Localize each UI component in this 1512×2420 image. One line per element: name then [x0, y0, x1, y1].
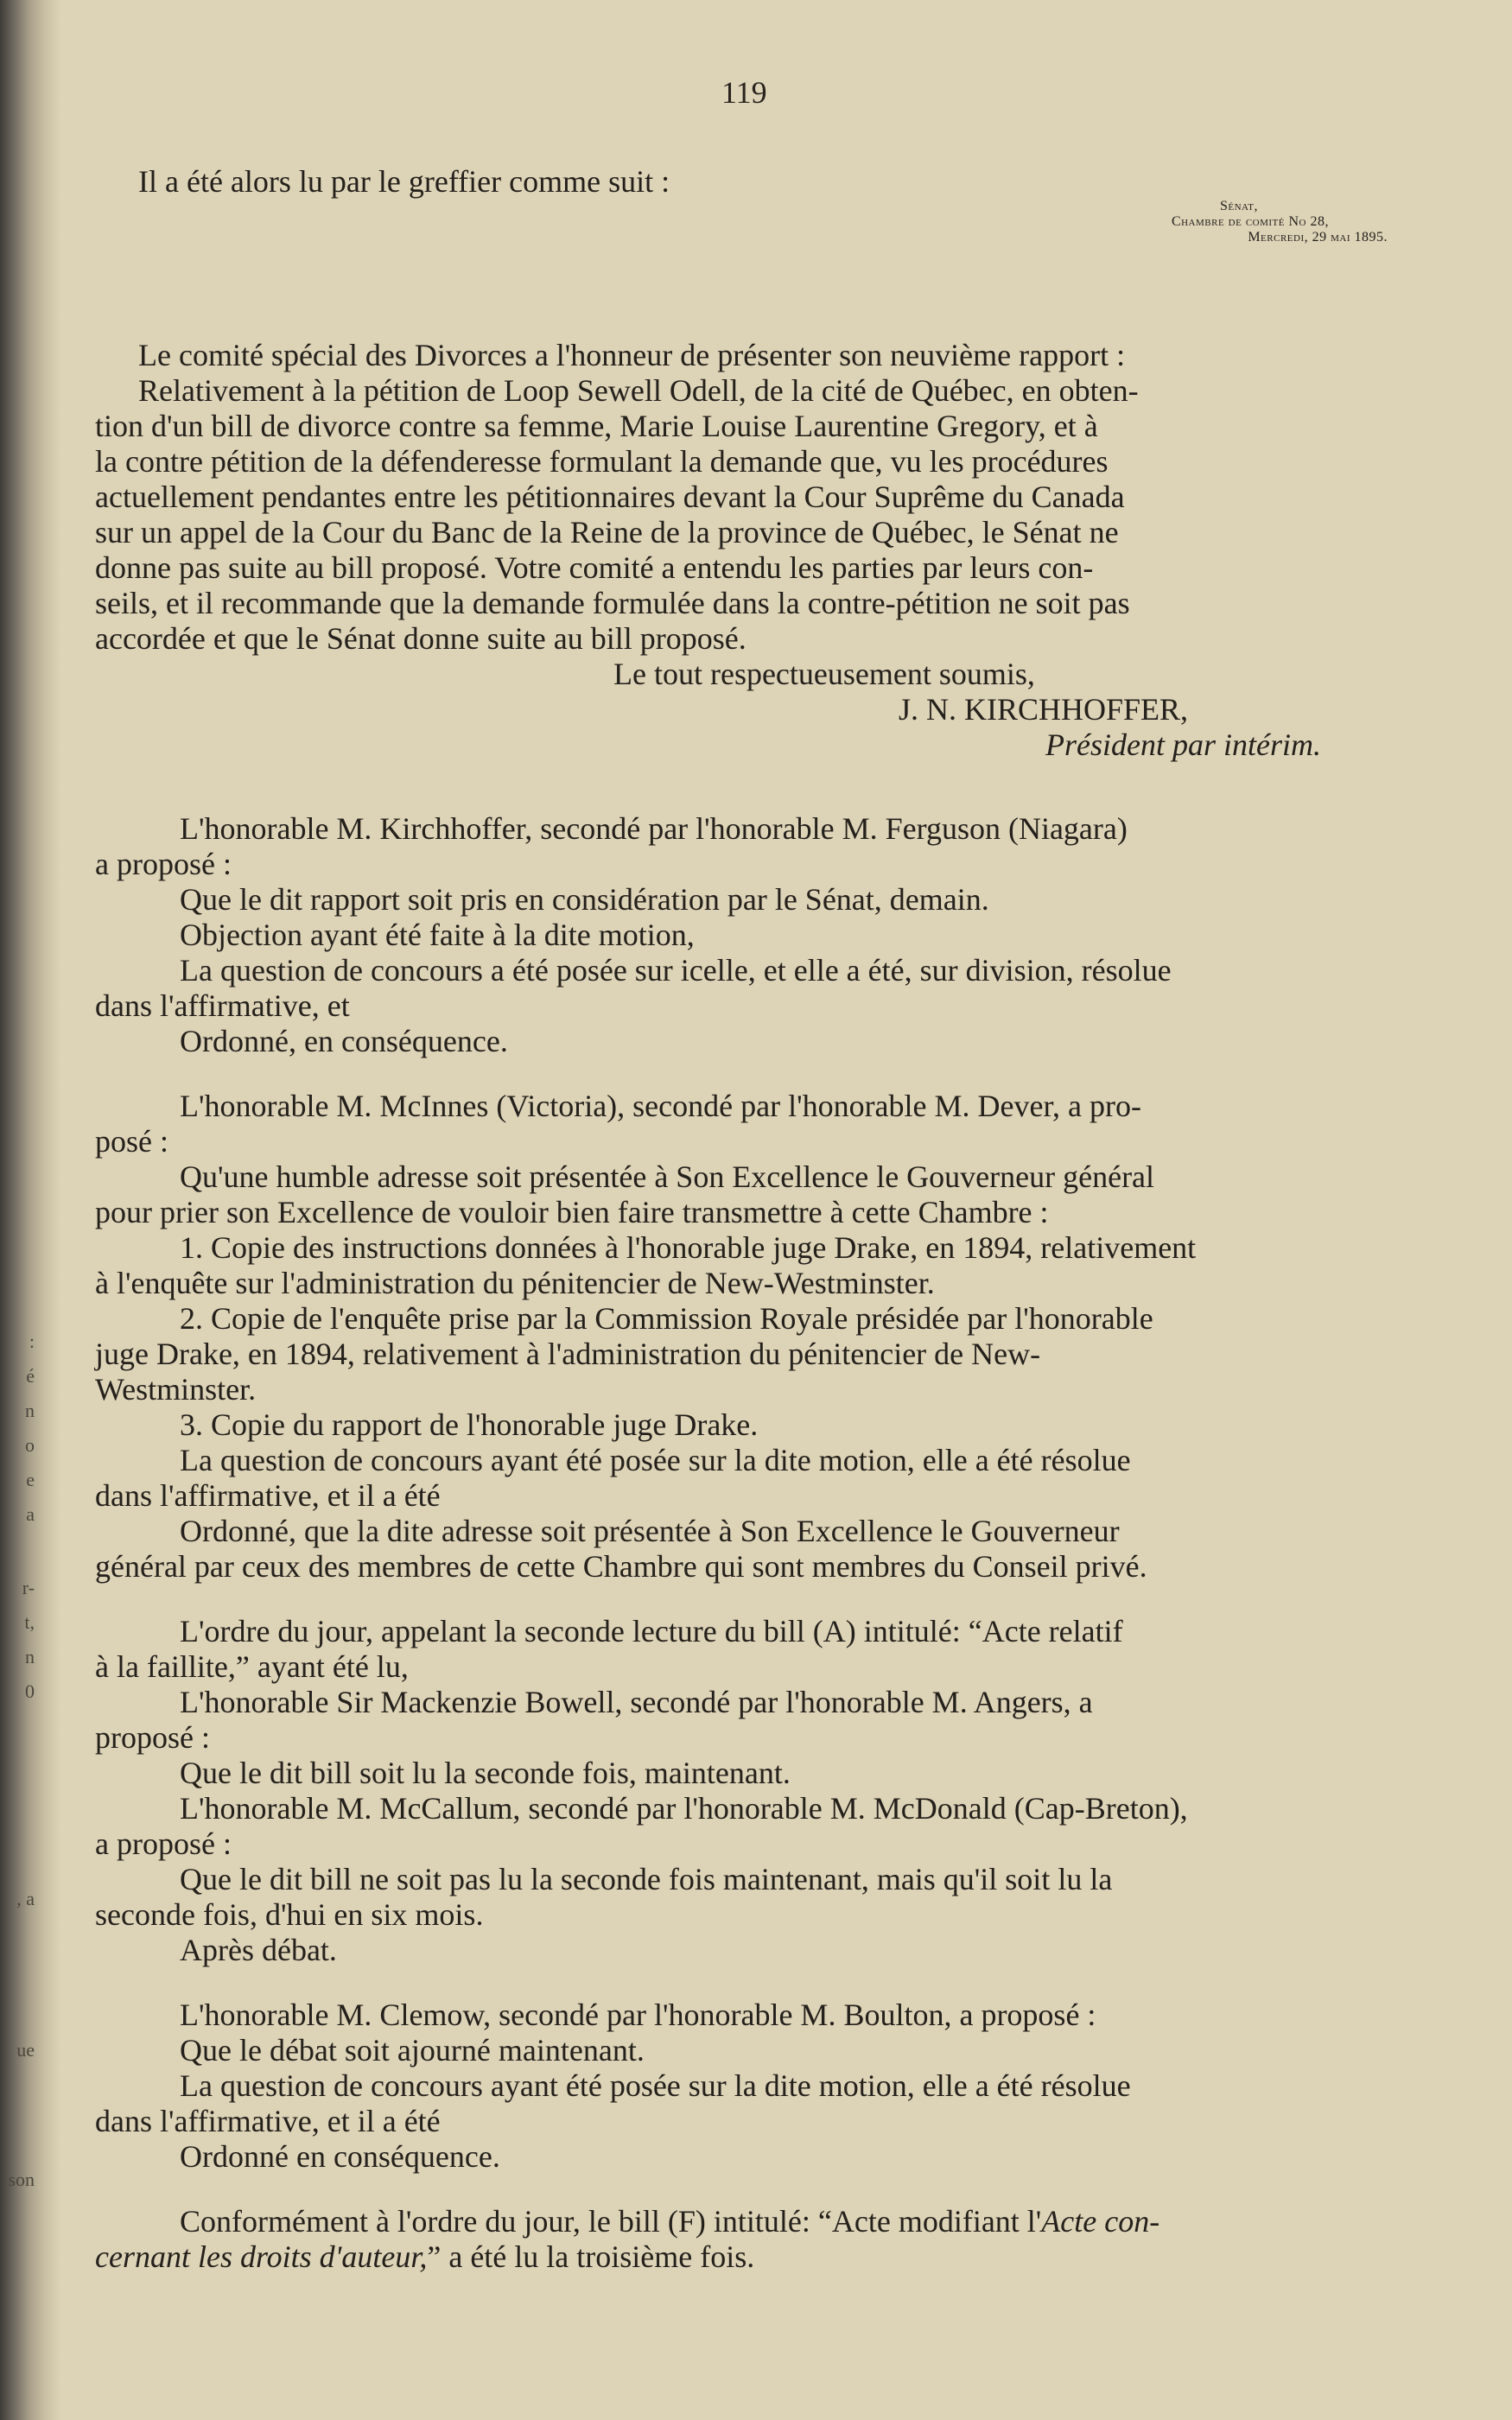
- clemow-line: La question de concours ayant été posée sur la dite motion, elle a été résolue: [180, 2068, 1131, 2103]
- gutter-mark: t,: [24, 1611, 35, 1633]
- bill-line: seconde fois, d'hui en six mois.: [95, 1897, 484, 1932]
- motion-line: dans l'affirmative, et il a été: [95, 1478, 441, 1513]
- bill-f-italic: cernant les droits d'auteur,: [95, 2239, 428, 2274]
- gutter-mark: é: [26, 1365, 35, 1387]
- report-section: [95, 338, 1460, 782]
- document-body: [95, 69, 1460, 2275]
- bill-line: L'ordre du jour, appelant la seconde lecture du bill (A) intitulé: “Acte relatif: [180, 1614, 1123, 1648]
- gutter-mark: 0: [25, 1680, 35, 1702]
- gutter-mark: r-: [22, 1577, 35, 1598]
- motion-line: 3. Copie du rapport de l'honorable juge Drake.: [180, 1407, 759, 1442]
- bill-line: proposé :: [95, 1720, 210, 1755]
- gutter-mark: o: [25, 1434, 35, 1456]
- motion-line: Que le dit rapport soit pris en considération par le Sénat, demain.: [180, 882, 989, 917]
- bill-f-italic: Acte con-: [1041, 2204, 1160, 2239]
- bill-line: L'honorable M. McCallum, secondé par l'honorable M. McDonald (Cap-Breton),: [180, 1791, 1188, 1826]
- report-signature: [95, 657, 1460, 782]
- header-date: Mercredi, 29 mai 1895.: [1248, 230, 1388, 245]
- motion-mcinnes-section: [95, 1089, 1460, 1585]
- motion-line: Qu'une humble adresse soit présentée à Son Excellence le Gouverneur général: [180, 1159, 1155, 1194]
- clemow-line: dans l'affirmative, et il a été: [95, 2104, 441, 2138]
- motion-line: La question de concours a été posée sur icelle, et elle a été, sur division, résolue: [180, 953, 1172, 988]
- motion-line: pour prier son Excellence de vouloir bien faire transmettre à cette Chambre :: [95, 1195, 1049, 1229]
- bill-a-section: [95, 1614, 1460, 1968]
- motion-line: a proposé :: [95, 847, 232, 881]
- clemow-section: [95, 1998, 1460, 2175]
- motion-line: à l'enquête sur l'administration du pénitencier de New-Westminster.: [95, 1266, 935, 1300]
- clemow-line: L'honorable M. Clemow, secondé par l'honorable M. Boulton, a proposé :: [180, 1998, 1096, 2032]
- header-senat: Sénat,: [1219, 199, 1258, 213]
- signature-name: J. N. KIRCHHOFFER,: [899, 692, 1189, 727]
- bill-f-text: ” a été lu la troisième fois.: [427, 2239, 755, 2274]
- motion-line: dans l'affirmative, et: [95, 988, 350, 1023]
- gutter-mark: , a: [16, 1888, 35, 1909]
- motion-line: Westminster.: [95, 1372, 257, 1407]
- report-line: tion d'un bill de divorce contre sa femme, Marie Louise Laurentine Gregory, et à: [95, 409, 1098, 443]
- intro-line: Il a été alors lu par le greffier comme suit :: [138, 164, 670, 199]
- motion-line: La question de concours ayant été posée sur la dite motion, elle a été résolue: [180, 1443, 1131, 1477]
- report-line: donne pas suite au bill proposé. Votre comité a entendu les parties par leurs con-: [95, 550, 1094, 585]
- bill-line: à la faillite,” ayant été lu,: [95, 1649, 409, 1684]
- motion-line: posé :: [95, 1124, 168, 1159]
- bill-line: Que le dit bill ne soit pas lu la seconde fois maintenant, mais qu'il soit lu la: [180, 1862, 1113, 1896]
- report-line: seils, et il recommande que la demande formulée dans la contre-pétition ne soit pas: [95, 586, 1130, 620]
- bill-line: L'honorable Sir Mackenzie Bowell, secondé par l'honorable M. Angers, a: [180, 1685, 1093, 1719]
- motion-line: juge Drake, en 1894, relativement à l'administration du pénitencier de New-: [95, 1337, 1041, 1371]
- report-line: Relativement à la pétition de Loop Sewell Odell, de la cité de Québec, en obten-: [138, 373, 1139, 408]
- signature-title: Président par intérim.: [1045, 727, 1321, 762]
- bill-line: a proposé :: [95, 1826, 232, 1861]
- report-line: Le comité spécial des Divorces a l'honneur de présenter son neuvième rapport :: [138, 338, 1126, 372]
- report-line: accordée et que le Sénat donne suite au bill proposé.: [95, 621, 746, 656]
- page-number: 119: [721, 75, 767, 110]
- bill-f-section: [95, 2204, 1460, 2275]
- report-line: actuellement pendantes entre les pétitionnaires devant la Cour Suprême du Canada: [95, 480, 1125, 514]
- header-chambre: Chambre de comité No 28,: [1171, 214, 1329, 229]
- gutter-mark: ue: [16, 2039, 35, 2061]
- motion-line: 1. Copie des instructions données à l'honorable juge Drake, en 1894, relativement: [180, 1230, 1197, 1265]
- motion-line: 2. Copie de l'enquête prise par la Commission Royale présidée par l'honorable: [180, 1301, 1153, 1336]
- motion-line: Ordonné, en conséquence.: [180, 1024, 508, 1058]
- motion-kirchhoffer-section: [95, 811, 1460, 1059]
- report-line: sur un appel de la Cour du Banc de la Reine de la province de Québec, le Sénat ne: [95, 515, 1119, 549]
- gutter-mark: son: [8, 2169, 35, 2190]
- report-line: la contre pétition de la défenderesse formulant la demande que, vu les procédures: [95, 444, 1109, 479]
- gutter-mark: :: [29, 1331, 35, 1352]
- motion-line: général par ceux des membres de cette Chambre qui sont membres du Conseil privé.: [95, 1549, 1147, 1584]
- bill-line: Que le dit bill soit lu la seconde fois, maintenant.: [180, 1756, 791, 1790]
- bill-line: Après débat.: [180, 1933, 337, 1967]
- clemow-line: Que le débat soit ajourné maintenant.: [180, 2033, 645, 2067]
- motion-line: Ordonné, que la dite adresse soit présentée à Son Excellence le Gouverneur: [180, 1514, 1120, 1548]
- clemow-line: Ordonné en conséquence.: [180, 2139, 500, 2174]
- bill-f-text: Conformément à l'ordre du jour, le bill (F) intitulé: “Acte modifiant l': [180, 2204, 1042, 2239]
- gutter-mark: e: [26, 1469, 35, 1490]
- bill-f-line-2: [95, 2239, 1460, 2275]
- motion-line: Objection ayant été faite à la dite motion,: [180, 918, 695, 952]
- motion-line: L'honorable M. McInnes (Victoria), secondé par l'honorable M. Dever, a pro-: [180, 1089, 1141, 1123]
- gutter-mark: n: [25, 1646, 35, 1667]
- motion-line: L'honorable M. Kirchhoffer, secondé par l'honorable M. Ferguson (Niagara): [180, 811, 1128, 846]
- bill-f-line-1: [95, 2204, 1460, 2239]
- gutter-mark: n: [25, 1400, 35, 1421]
- gutter-mark: a: [26, 1503, 35, 1525]
- signature-submitted: Le tout respectueusement soumis,: [613, 657, 1035, 691]
